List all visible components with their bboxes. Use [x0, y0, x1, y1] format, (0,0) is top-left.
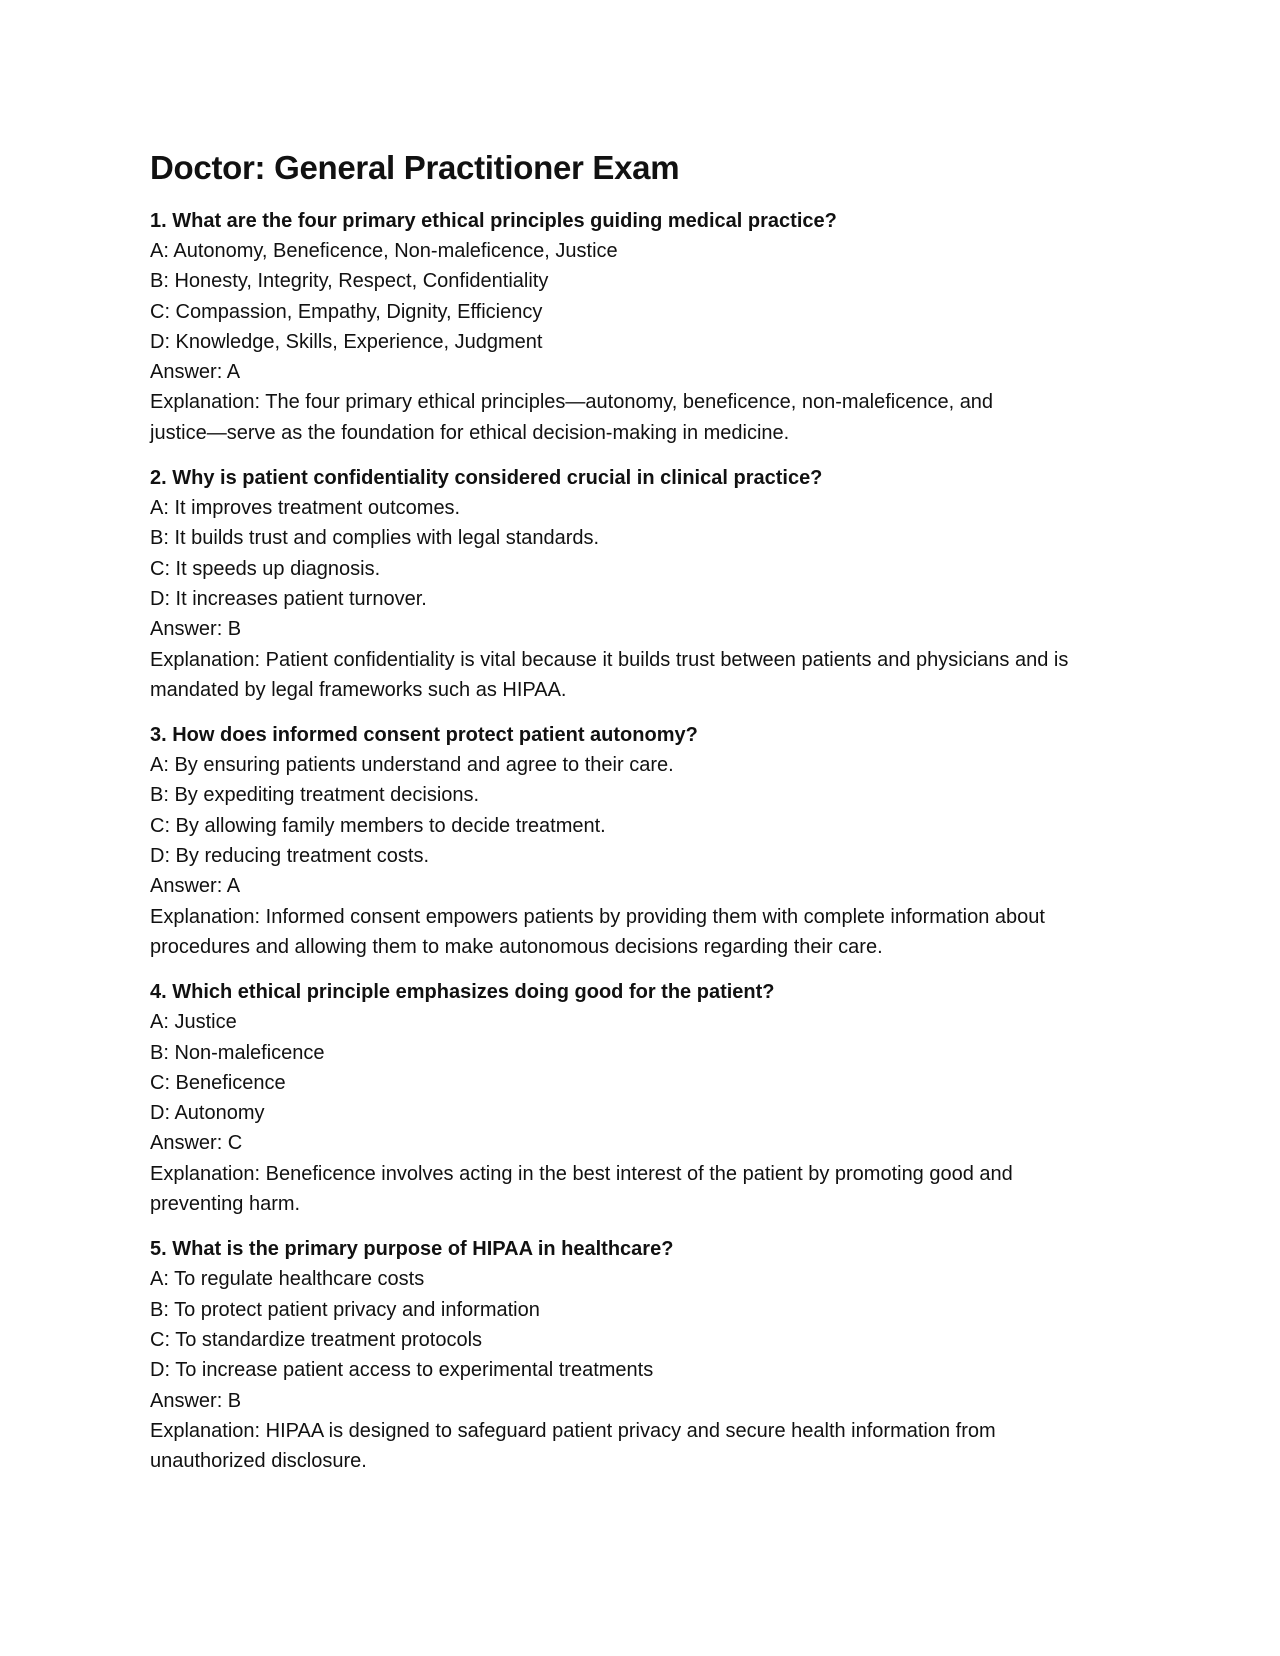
explanation-line: Explanation: Beneficence involves acting in the best interest of the patient by promoting good and: [150, 1162, 1013, 1185]
explanation-line: preventing harm.: [150, 1193, 301, 1216]
question-block-2: [150, 463, 1140, 705]
answer: Answer: A: [150, 361, 241, 384]
option-b: B: Honesty, Integrity, Respect, Confidentiality: [150, 270, 549, 293]
option-a: A: It improves treatment outcomes.: [150, 497, 461, 520]
option-a: A: Justice: [150, 1011, 237, 1034]
option-a: A: To regulate healthcare costs: [150, 1268, 425, 1291]
explanation-line: mandated by legal frameworks such as HIPAA.: [150, 678, 567, 701]
question-block-5: [150, 1234, 1140, 1476]
explanation-line: Explanation: Patient confidentiality is vital because it builds trust between patients and physicians and is: [150, 648, 1069, 671]
option-c: C: It speeds up diagnosis.: [150, 557, 381, 580]
document-page: [150, 148, 1140, 1491]
question-block-1: [150, 206, 1140, 448]
explanation-line: Explanation: Informed consent empowers patients by providing them with complete information about: [150, 905, 1045, 928]
question-text: 5. What is the primary purpose of HIPAA in healthcare?: [150, 1238, 674, 1261]
explanation-line: Explanation: The four primary ethical principles—autonomy, beneficence, non-maleficence, and: [150, 391, 994, 414]
question-text: 2. Why is patient confidentiality considered crucial in clinical practice?: [150, 467, 823, 490]
option-a: A: Autonomy, Beneficence, Non-maleficence, Justice: [150, 240, 618, 262]
explanation-line: unauthorized disclosure.: [150, 1450, 367, 1473]
question-block-3: [150, 720, 1140, 962]
option-b: B: By expediting treatment decisions.: [150, 784, 480, 807]
answer: Answer: B: [150, 618, 242, 641]
option-d: D: It increases patient turnover.: [150, 587, 427, 610]
answer: Answer: B: [150, 1389, 242, 1412]
option-b: B: To protect patient privacy and information: [150, 1298, 540, 1321]
answer: Answer: C: [150, 1132, 243, 1155]
question-block-4: [150, 977, 1140, 1219]
option-b: B: It builds trust and complies with legal standards.: [150, 527, 600, 550]
question-text: 3. How does informed consent protect patient autonomy?: [150, 724, 698, 747]
option-c: C: Compassion, Empathy, Dignity, Efficiency: [150, 300, 543, 323]
option-d: D: By reducing treatment costs.: [150, 845, 430, 868]
answer: Answer: A: [150, 875, 241, 898]
option-c: C: To standardize treatment protocols: [150, 1328, 483, 1351]
explanation-line: procedures and allowing them to make autonomous decisions regarding their care.: [150, 935, 883, 958]
option-d: D: Autonomy: [150, 1102, 265, 1125]
option-a: A: By ensuring patients understand and agree to their care.: [150, 754, 674, 777]
explanation-line: Explanation: HIPAA is designed to safeguard patient privacy and secure health information from: [150, 1419, 996, 1442]
option-d: D: Knowledge, Skills, Experience, Judgment: [150, 330, 543, 353]
question-text: 4. Which ethical principle emphasizes doing good for the patient?: [150, 981, 775, 1004]
question-text: 1. What are the four primary ethical principles guiding medical practice?: [150, 210, 837, 232]
option-d: D: To increase patient access to experimental treatments: [150, 1359, 654, 1382]
option-c: C: Beneficence: [150, 1071, 286, 1094]
option-c: C: By allowing family members to decide treatment.: [150, 814, 606, 837]
explanation-line: justice—serve as the foundation for ethical decision-making in medicine.: [150, 421, 790, 444]
option-b: B: Non-maleficence: [150, 1041, 325, 1064]
page-title: Doctor: General Practitioner Exam: [150, 149, 680, 186]
